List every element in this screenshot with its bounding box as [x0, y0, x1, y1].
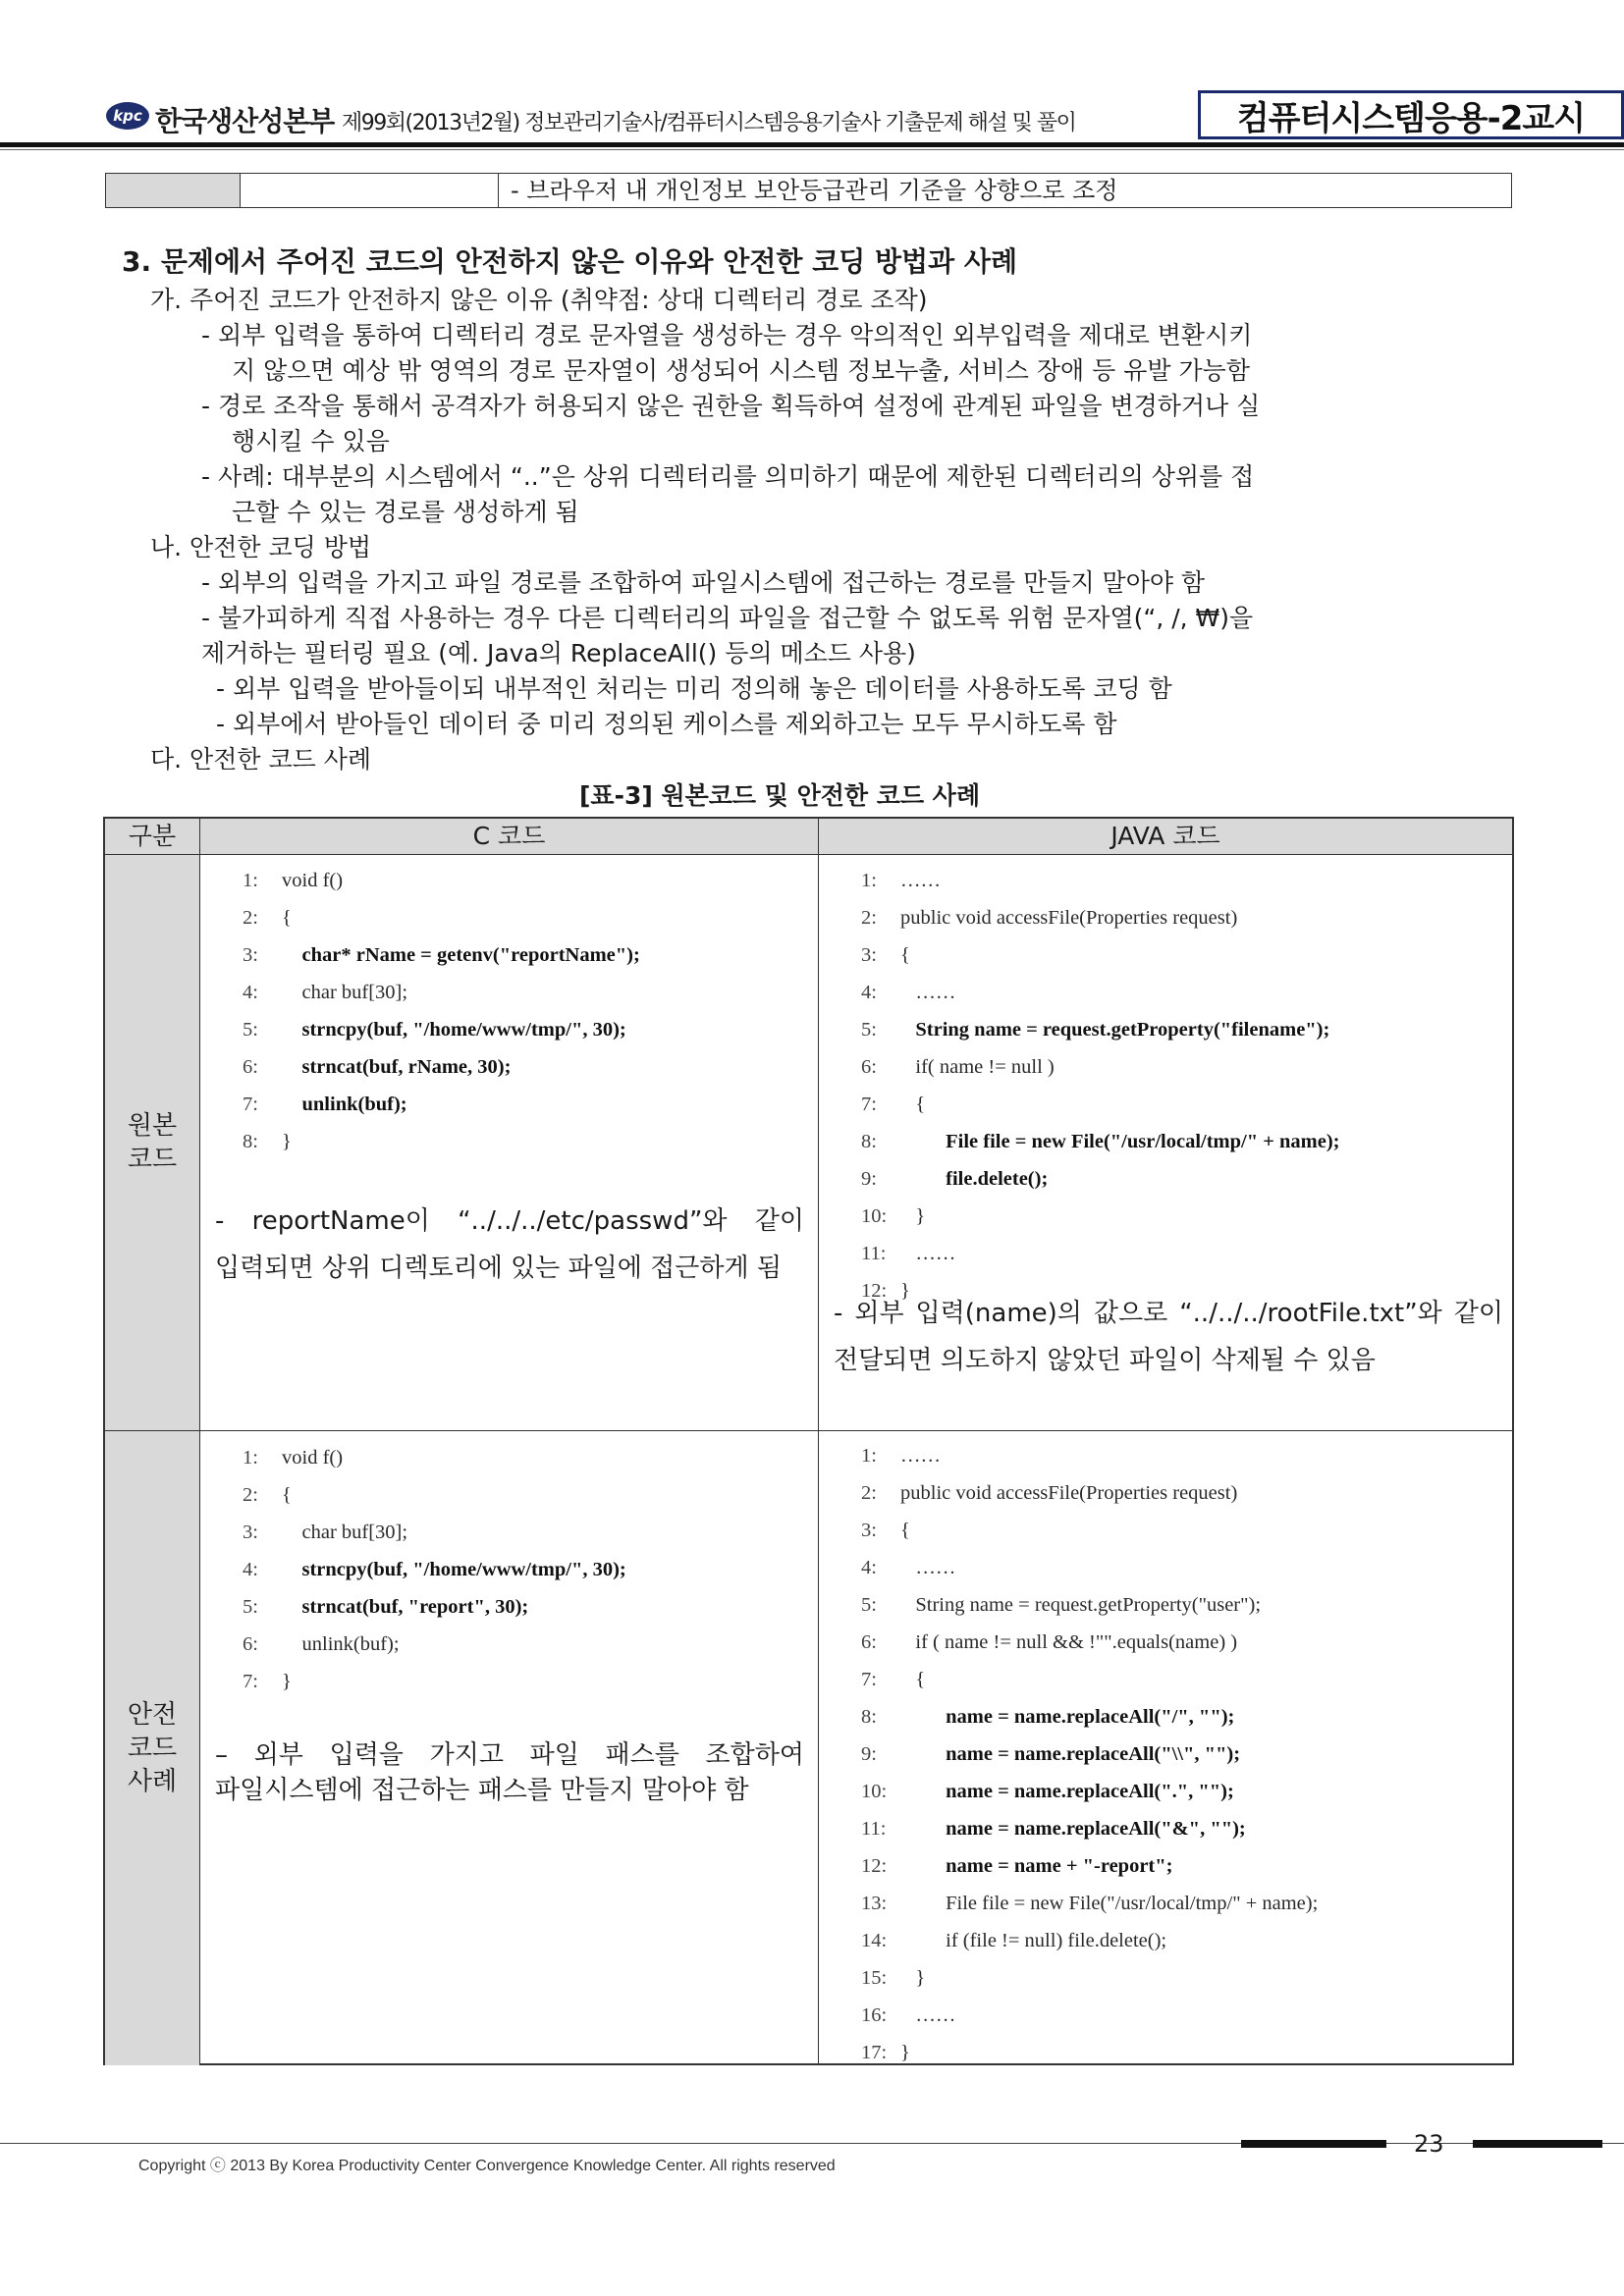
code-line: [861, 1773, 1318, 1810]
code-text: file.delete();: [900, 1168, 1049, 1190]
line-number: 14:: [861, 1930, 888, 1951]
code-line: [243, 1663, 626, 1700]
code-line: [861, 1810, 1318, 1847]
line-number: 6:: [243, 1633, 258, 1655]
copyright: Copyright ⓒ 2013 By Korea Productivity Center Convergence Knowledge Center. All rights reserved: [138, 2158, 836, 2174]
code-line: [861, 1123, 1340, 1160]
row-label-safe: 안전 코드 사례: [105, 1431, 199, 2065]
code-text: ……: [900, 1557, 956, 1578]
orig-c-note: - reportName이 “../../../etc/passwd”와 같이 입력되면 상위 디렉토리에 있는 파일에 접근하게 됨: [215, 1206, 804, 1283]
line-number: 9:: [861, 1743, 877, 1765]
code-text: if ( name != null && !"".equals(name) ): [900, 1631, 1238, 1653]
section-badge: 컴퓨터시스템응용-2교시: [1198, 90, 1624, 139]
bullet-a1-line2: 지 않으면 예상 밖 영역의 경로 문자열이 생성되어 시스템 정보누출, 서비스 장애 등 유발 가능함: [232, 356, 1250, 385]
row-label-original: 원본 코드: [105, 855, 199, 1430]
bullet-b2-line1: - 불가피하게 직접 사용하는 경우 다른 디렉터리의 파일을 접근할 수 없도록 위험 문자열(“, /, ₩)을: [201, 604, 1254, 632]
bullet-a3-line2: 근할 수 있는 경로를 생성하게 됨: [232, 498, 579, 526]
line-number: 9:: [861, 1168, 877, 1190]
code-line: [243, 1514, 626, 1551]
code-line: [861, 1586, 1318, 1624]
code-text: strncpy(buf, "/home/www/tmp/", 30);: [282, 1019, 626, 1041]
bullet-a2-line1: - 경로 조작을 통해서 공격자가 허용되지 않은 권한을 획득하여 설정에 관계된 파일을 변경하거나 실: [201, 392, 1261, 420]
code-line: [861, 1735, 1318, 1773]
line-number: 11:: [861, 1243, 887, 1264]
org-name: 한국생산성본부: [155, 105, 335, 137]
subsection-b-title: 나. 안전한 코딩 방법: [150, 533, 371, 561]
header-rule: [0, 142, 1624, 147]
line-number: 5:: [861, 1019, 877, 1041]
code-line: [861, 862, 1340, 899]
code-text: strncpy(buf, "/home/www/tmp/", 30);: [282, 1559, 626, 1580]
code-comparison-table: [103, 817, 1514, 2065]
code-line: [861, 1048, 1340, 1086]
row-label-cell: [106, 174, 241, 207]
code-text: char* rName = getenv("reportName");: [282, 944, 640, 966]
line-number: 4:: [861, 982, 877, 1003]
code-text: File file = new File("/usr/local/tmp/" + name);: [900, 1893, 1319, 1914]
header-c-code: C 코드: [200, 819, 818, 854]
line-number: 7:: [861, 1669, 877, 1690]
line-number: 2:: [243, 907, 258, 929]
code-text: if( name != null ): [900, 1056, 1055, 1078]
code-line: [861, 1235, 1340, 1272]
page-number: 23: [1414, 2130, 1444, 2158]
header-category: 구분: [105, 819, 199, 854]
col-divider: [818, 819, 819, 2063]
line-number: 8:: [861, 1131, 877, 1152]
code-line: [861, 899, 1340, 936]
row-text-cell: - 브라우저 내 개인정보 보안등급관리 기준을 상향으로 조정: [511, 177, 1118, 204]
bullet-b3: - 외부 입력을 받아들이되 내부적인 처리는 미리 정의해 놓은 데이터를 사용하도록 코딩 함: [216, 674, 1172, 703]
code-text: name = name.replaceAll("/", "");: [900, 1706, 1235, 1728]
bullet-b2-line2: 제거하는 필터링 필요 (예. Java의 ReplaceAll() 등의 메소드 사용): [201, 639, 916, 667]
bullet-b1: - 외부의 입력을 가지고 파일 경로를 조합하여 파일시스템에 접근하는 경로를 만들지 말아야 함: [201, 568, 1206, 597]
code-line: [861, 2034, 1318, 2071]
line-number: 6:: [243, 1056, 258, 1078]
line-number: 10:: [861, 1205, 888, 1227]
code-line: [243, 936, 640, 974]
header-java-code: JAVA 코드: [819, 819, 1512, 854]
code-text: name = name + "-report";: [900, 1855, 1173, 1877]
code-line: [243, 1626, 626, 1663]
previous-table-row: [105, 173, 1512, 208]
line-number: 7:: [861, 1094, 877, 1115]
line-number: 6:: [861, 1056, 877, 1078]
line-number: 5:: [243, 1596, 258, 1618]
line-number: 3:: [861, 944, 877, 966]
code-text: strncat(buf, rName, 30);: [282, 1056, 512, 1078]
code-line: [861, 1847, 1318, 1885]
line-number: 17:: [861, 2042, 888, 2063]
code-line: [243, 1048, 640, 1086]
line-number: 1:: [861, 1445, 877, 1467]
line-number: 2:: [243, 1484, 258, 1506]
line-number: 10:: [861, 1781, 888, 1802]
subsection-a-title: 가. 주어진 코드가 안전하지 않은 이유 (취약점: 상대 디렉터리 경로 조작): [150, 286, 928, 314]
code-text: }: [282, 1671, 292, 1692]
code-text: }: [900, 1280, 910, 1302]
code-text: ……: [900, 1243, 956, 1264]
line-number: 8:: [243, 1131, 258, 1152]
code-line: [861, 974, 1340, 1011]
code-text: name = name.replaceAll("&", "");: [900, 1818, 1246, 1840]
code-line: [243, 1439, 626, 1476]
line-number: 16:: [861, 2004, 888, 2026]
code-text: unlink(buf);: [282, 1094, 407, 1115]
code-line: [861, 1624, 1318, 1661]
subsection-c-title: 다. 안전한 코드 사례: [150, 745, 371, 774]
code-text: }: [900, 1205, 926, 1227]
code-line: [861, 1011, 1340, 1048]
code-text: unlink(buf);: [282, 1633, 400, 1655]
line-number: 4:: [861, 1557, 877, 1578]
code-line: [861, 1474, 1318, 1512]
code-text: String name = request.getProperty("user");: [900, 1594, 1262, 1616]
code-text: public void accessFile(Properties request): [900, 1482, 1238, 1504]
code-text: name = name.replaceAll(".", "");: [900, 1781, 1234, 1802]
bullet-b4: - 외부에서 받아들인 데이터 중 미리 정의된 케이스를 제외하고는 모두 무시하도록 함: [216, 710, 1117, 738]
code-text: {: [282, 907, 292, 929]
line-number: 15:: [861, 1967, 888, 1989]
code-line: [243, 974, 640, 1011]
code-text: {: [900, 944, 910, 966]
safe-c-note: – 외부 입력을 가지고 파일 패스를 조합하여 파일시스템에 접근하는 패스를 만들지 말아야 함: [215, 1740, 804, 1805]
line-number: 1:: [243, 1447, 258, 1468]
line-number: 1:: [243, 870, 258, 891]
footer-bar: [1241, 2140, 1386, 2148]
line-number: 11:: [861, 1818, 887, 1840]
line-number: 2:: [861, 907, 877, 929]
code-text: void f(): [282, 1447, 344, 1468]
code-text: }: [900, 1967, 926, 1989]
code-text: ……: [900, 870, 941, 891]
code-line: [243, 1551, 626, 1588]
code-text: char buf[30];: [282, 982, 408, 1003]
code-line: [243, 899, 640, 936]
code-text: {: [900, 1094, 926, 1115]
line-number: 6:: [861, 1631, 877, 1653]
orig-c-code: [243, 862, 640, 1160]
code-text: strncat(buf, "report", 30);: [282, 1596, 529, 1618]
line-number: 12:: [861, 1280, 888, 1302]
header-rule-thin: [0, 149, 1624, 150]
code-text: ……: [900, 982, 956, 1003]
code-text: File file = new File("/usr/local/tmp/" + name);: [900, 1131, 1340, 1152]
safe-java-code: [861, 1437, 1318, 2071]
code-line: [243, 1476, 626, 1514]
code-line: [861, 1698, 1318, 1735]
code-line: [243, 1588, 626, 1626]
code-text: ……: [900, 1445, 941, 1467]
line-number: 3:: [243, 944, 258, 966]
code-text: String name = request.getProperty("filename");: [900, 1019, 1330, 1041]
page-header: [0, 90, 1624, 147]
code-line: [243, 1086, 640, 1123]
code-line: [243, 1123, 640, 1160]
code-line: [861, 936, 1340, 974]
code-text: {: [900, 1520, 910, 1541]
line-number: 1:: [861, 870, 877, 891]
footer-bar: [1473, 2140, 1602, 2148]
code-text: }: [900, 2042, 910, 2063]
code-line: [861, 1086, 1340, 1123]
code-text: {: [282, 1484, 292, 1506]
bullet-a1-line1: - 외부 입력을 통하여 디렉터리 경로 문자열을 생성하는 경우 악의적인 외부입력을 제대로 변환시키: [201, 321, 1253, 349]
row-divider: [105, 1430, 1512, 1431]
line-number: 3:: [243, 1522, 258, 1543]
code-text: name = name.replaceAll("\\", "");: [900, 1743, 1241, 1765]
row-empty-cell: [241, 174, 499, 207]
code-line: [861, 1885, 1318, 1922]
line-number: 7:: [243, 1094, 258, 1115]
code-text: public void accessFile(Properties request): [900, 907, 1238, 929]
code-line: [861, 1198, 1340, 1235]
code-line: [861, 1437, 1318, 1474]
code-line: [243, 862, 640, 899]
orig-java-note: - 외부 입력(name)의 값으로 “../../../rootFile.txt”와 같이 전달되면 의도하지 않았던 파일이 삭제될 수 있음: [834, 1299, 1503, 1375]
line-number: 13:: [861, 1893, 888, 1914]
line-number: 4:: [243, 1559, 258, 1580]
line-number: 5:: [861, 1594, 877, 1616]
line-number: 3:: [861, 1520, 877, 1541]
kpc-logo: kpc: [106, 102, 149, 130]
line-number: 12:: [861, 1855, 888, 1877]
table-caption: [표-3] 원본코드 및 안전한 코드 사례: [579, 781, 981, 810]
doc-title: 제99회(2013년2월) 정보관리기술사/컴퓨터시스템응용기술사 기출문제 해설 및 풀이: [342, 111, 1076, 135]
code-line: [861, 1512, 1318, 1549]
code-text: {: [900, 1669, 926, 1690]
code-line: [861, 1959, 1318, 1997]
col-divider: [199, 819, 200, 2063]
code-text: char buf[30];: [282, 1522, 408, 1543]
code-line: [861, 1922, 1318, 1959]
code-text: }: [282, 1131, 292, 1152]
code-text: ……: [900, 2004, 956, 2026]
code-line: [861, 1997, 1318, 2034]
code-line: [243, 1011, 640, 1048]
line-number: 7:: [243, 1671, 258, 1692]
bullet-a3-line1: - 사례: 대부분의 시스템에서 “..”은 상위 디렉터리를 의미하기 때문에 제한된 디렉터리의 상위를 접: [201, 462, 1255, 491]
code-line: [861, 1549, 1318, 1586]
line-number: 5:: [243, 1019, 258, 1041]
orig-java-code: [861, 862, 1340, 1309]
safe-c-code: [243, 1439, 626, 1700]
line-number: 2:: [861, 1482, 877, 1504]
bullet-a2-line2: 행시킬 수 있음: [232, 427, 390, 455]
code-line: [861, 1661, 1318, 1698]
line-number: 4:: [243, 982, 258, 1003]
line-number: 8:: [861, 1706, 877, 1728]
section-heading: 3. 문제에서 주어진 코드의 안전하지 않은 이유와 안전한 코딩 방법과 사례: [122, 245, 1017, 278]
code-text: if (file != null) file.delete();: [900, 1930, 1167, 1951]
code-line: [861, 1160, 1340, 1198]
code-text: void f(): [282, 870, 344, 891]
row-divider: [105, 854, 1512, 855]
